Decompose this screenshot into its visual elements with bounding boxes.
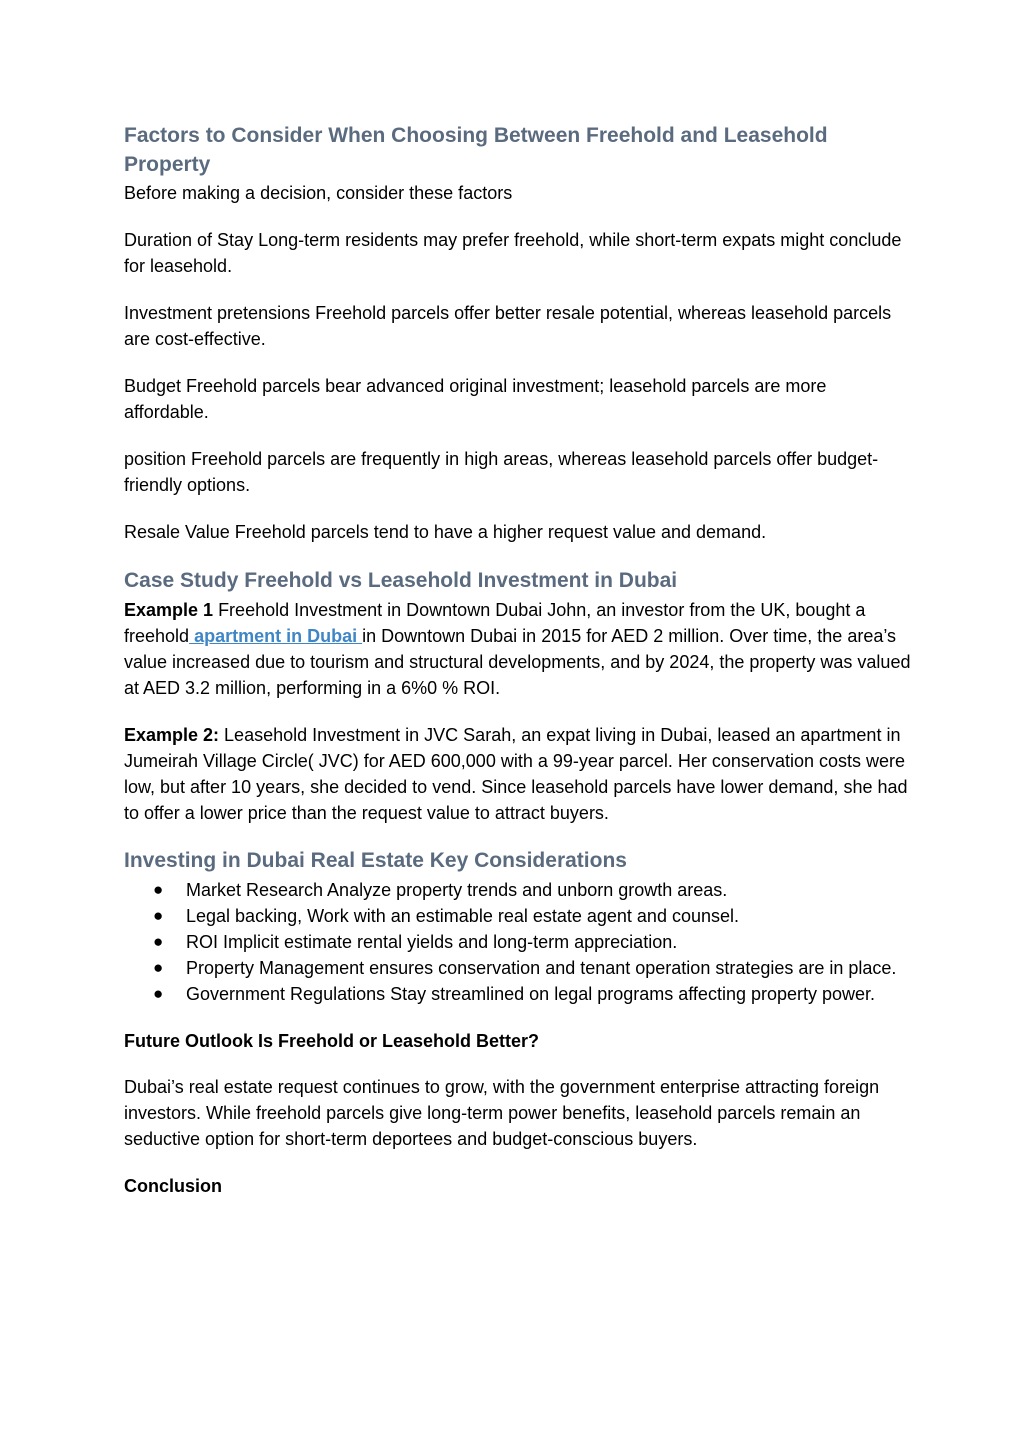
example-2-text: Leasehold Investment in JVC Sarah, an expat living in Dubai, leased an apartment in Jumeirah Village Circle( JVC) for AED 600,000 with a 99-year parcel. Her conservation costs were low, but after 10 years, she decided to vend. Since leasehold parcels have lower demand, she had to offer a lower price than the request value to attract buyers. — [124, 725, 908, 823]
example-2-label: Example 2: — [124, 725, 220, 745]
list-item-text: Market Research Analyze property trends and unborn growth areas. — [186, 880, 728, 900]
conclusion-heading: Conclusion — [124, 1176, 222, 1196]
list-item-text: ROI Implicit estimate rental yields and long-term appreciation. — [186, 932, 678, 952]
list-item — [124, 981, 914, 1007]
future-outlook-paragraph: Dubai’s real estate request continues to grow, with the government enterprise attracting foreign investors. While freehold parcels give long-term power benefits, leasehold parcels remain an seductive option for short-term deportees and budget-conscious buyers. — [124, 1077, 880, 1149]
future-outlook-heading: Future Outlook Is Freehold or Leasehold Better? — [124, 1031, 540, 1051]
bullet-icon: ● — [153, 984, 164, 1003]
factors-heading: Factors to Consider When Choosing Between Freehold and Leasehold Property — [124, 124, 828, 176]
factor-position: position Freehold parcels are frequently in high areas, whereas leasehold parcels offer budget-friendly options. — [124, 449, 879, 495]
example-1-text-before: Freehold Investment in Downtown Dubai John, an investor from the UK, bought a freehold — [124, 600, 866, 646]
list-item-text: Property Management ensures conservation and tenant operation strategies are in place. — [186, 958, 897, 978]
list-item-text: Legal backing, Work with an estimable real estate agent and counsel. — [186, 906, 739, 926]
case-study-heading: Case Study Freehold vs Leasehold Investment in Dubai — [124, 569, 678, 592]
example-1-text-after: in Downtown Dubai in 2015 for AED 2 million. Over time, the area’s value increased due to tourism and structural developments, and by 2024, the property was valued at AED 3.2 million, performing in a 6%0 % ROI. — [124, 626, 911, 698]
factor-resale-value: Resale Value Freehold parcels tend to have a higher request value and demand. — [124, 522, 767, 542]
list-item — [124, 929, 914, 955]
apartment-in-dubai-link[interactable]: apartment in Dubai — [189, 626, 363, 646]
example-1-paragraph — [124, 597, 914, 701]
bullet-icon: ● — [153, 906, 164, 925]
document-page — [124, 121, 914, 1199]
investing-heading: Investing in Dubai Real Estate Key Considerations — [124, 849, 627, 872]
list-item — [124, 955, 914, 981]
factors-intro: Before making a decision, consider these factors — [124, 183, 513, 203]
list-item — [124, 903, 914, 929]
example-2-paragraph — [124, 722, 914, 826]
factor-duration-of-stay: Duration of Stay Long-term residents may prefer freehold, while short-term expats might conclude for leasehold. — [124, 230, 902, 276]
bullet-icon: ● — [153, 932, 164, 951]
factor-budget: Budget Freehold parcels bear advanced original investment; leasehold parcels are more affordable. — [124, 376, 827, 422]
list-item — [124, 877, 914, 903]
bullet-icon: ● — [153, 880, 164, 899]
example-1-label: Example 1 — [124, 600, 214, 620]
list-item-text: Government Regulations Stay streamlined on legal programs affecting property power. — [186, 984, 876, 1004]
considerations-list — [124, 877, 914, 1007]
bullet-icon: ● — [153, 958, 164, 977]
factor-investment-pretensions: Investment pretensions Freehold parcels offer better resale potential, whereas leasehold parcels are cost-effective. — [124, 303, 892, 349]
